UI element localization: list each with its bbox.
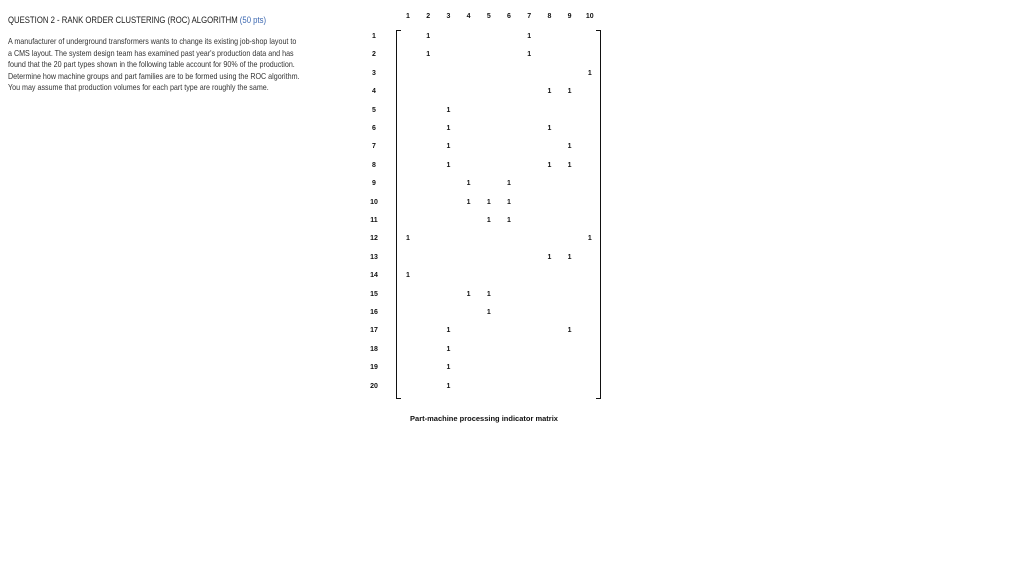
matrix-right-bracket xyxy=(596,30,601,399)
machine-column-header: 6 xyxy=(507,13,511,20)
part-row-header: 12 xyxy=(370,235,378,243)
part-row-header: 16 xyxy=(370,309,378,316)
part-row-header: 9 xyxy=(372,180,376,188)
matrix-cell-one: 1 xyxy=(446,327,451,335)
part-row-header: 2 xyxy=(372,51,376,59)
machine-column-header: 2 xyxy=(426,13,431,20)
question-line: You may assume that production volumes for each part type are roughly the same. xyxy=(8,82,269,93)
matrix-cell-one: 1 xyxy=(567,143,572,151)
matrix-cell-one: 1 xyxy=(446,125,451,132)
question-text xyxy=(8,36,299,94)
matrix-cell-one: 1 xyxy=(507,180,511,188)
part-row-header: 19 xyxy=(370,364,378,372)
part-row-header: 4 xyxy=(372,88,376,96)
part-row-header: 11 xyxy=(370,217,378,224)
matrix-cell-one: 1 xyxy=(507,217,511,224)
matrix-cell-one: 1 xyxy=(547,161,552,169)
matrix-cell-one: 1 xyxy=(406,235,410,243)
question-line: Determine how machine groups and part families are to be formed using the ROC algorithm. xyxy=(8,70,300,81)
matrix-cell-one: 1 xyxy=(567,327,572,335)
part-row-header: 15 xyxy=(370,290,378,298)
part-row-header: 18 xyxy=(370,345,378,353)
matrix-caption: Part-machine processing indicator matrix xyxy=(410,414,558,423)
matrix-cell-one: 1 xyxy=(587,69,592,77)
question-line: A manufacturer of underground transformers wants to change its existing job-shop layout to xyxy=(8,36,297,46)
machine-column-header: 8 xyxy=(547,13,552,20)
question-points: (50 pts) xyxy=(239,15,267,25)
machine-column-header: 7 xyxy=(527,13,532,20)
matrix-cell-one: 1 xyxy=(507,198,511,206)
matrix-cell-one: 1 xyxy=(486,198,491,206)
part-row-header: 14 xyxy=(370,272,378,280)
question-title-text: QUESTION 2 - RANK ORDER CLUSTERING (ROC) ALGORITHM xyxy=(8,15,238,25)
matrix-cell-one: 1 xyxy=(446,345,451,353)
machine-column-header: 9 xyxy=(567,13,572,20)
machine-column-header: 5 xyxy=(486,13,491,20)
matrix-cell-one: 1 xyxy=(486,309,491,316)
part-row-header: 7 xyxy=(372,143,376,151)
matrix-cell-one: 1 xyxy=(547,88,552,96)
matrix-cell-one: 1 xyxy=(426,33,431,40)
machine-column-header: 4 xyxy=(466,13,471,20)
part-row-header: 5 xyxy=(372,106,376,114)
matrix-cell-one: 1 xyxy=(446,143,451,151)
matrix-cell-one: 1 xyxy=(486,217,491,224)
matrix-cell-one: 1 xyxy=(406,272,410,280)
matrix-cell-one: 1 xyxy=(466,290,471,298)
question-line: found that the 20 part types shown in the following table account for 90% of the production. xyxy=(8,59,295,70)
question-line: a CMS layout. The system design team has examined past year's production data and has xyxy=(8,47,294,58)
matrix-left-bracket xyxy=(396,30,401,399)
part-row-header: 8 xyxy=(372,161,376,169)
matrix-cell-one: 1 xyxy=(446,382,451,390)
matrix-cell-one: 1 xyxy=(567,253,572,261)
matrix-cell-one: 1 xyxy=(466,180,471,188)
part-row-header: 20 xyxy=(370,382,378,390)
matrix-cell-one: 1 xyxy=(446,106,451,114)
matrix-cell-one: 1 xyxy=(527,51,532,59)
matrix-cell-one: 1 xyxy=(567,161,572,169)
matrix-cell-one: 1 xyxy=(446,161,451,169)
matrix-cell-one: 1 xyxy=(587,235,592,243)
part-row-header: 13 xyxy=(370,253,378,261)
machine-column-header: 1 xyxy=(406,13,410,20)
matrix-cell-one: 1 xyxy=(527,33,532,40)
machine-column-header: 3 xyxy=(446,13,451,20)
matrix-cell-one: 1 xyxy=(547,253,552,261)
part-row-header: 10 xyxy=(370,198,378,206)
question-title xyxy=(8,15,266,25)
matrix-cell-one: 1 xyxy=(547,125,552,132)
matrix-cell-one: 1 xyxy=(446,364,451,372)
part-row-header: 1 xyxy=(372,33,376,40)
matrix-cell-one: 1 xyxy=(486,290,491,298)
matrix-cell-one: 1 xyxy=(567,88,572,96)
part-row-header: 3 xyxy=(372,69,376,77)
matrix-cell-one: 1 xyxy=(426,51,431,59)
matrix-cell-one: 1 xyxy=(466,198,471,206)
part-row-header: 6 xyxy=(372,125,376,132)
part-row-header: 17 xyxy=(370,327,378,335)
machine-column-header: 10 xyxy=(585,13,594,20)
